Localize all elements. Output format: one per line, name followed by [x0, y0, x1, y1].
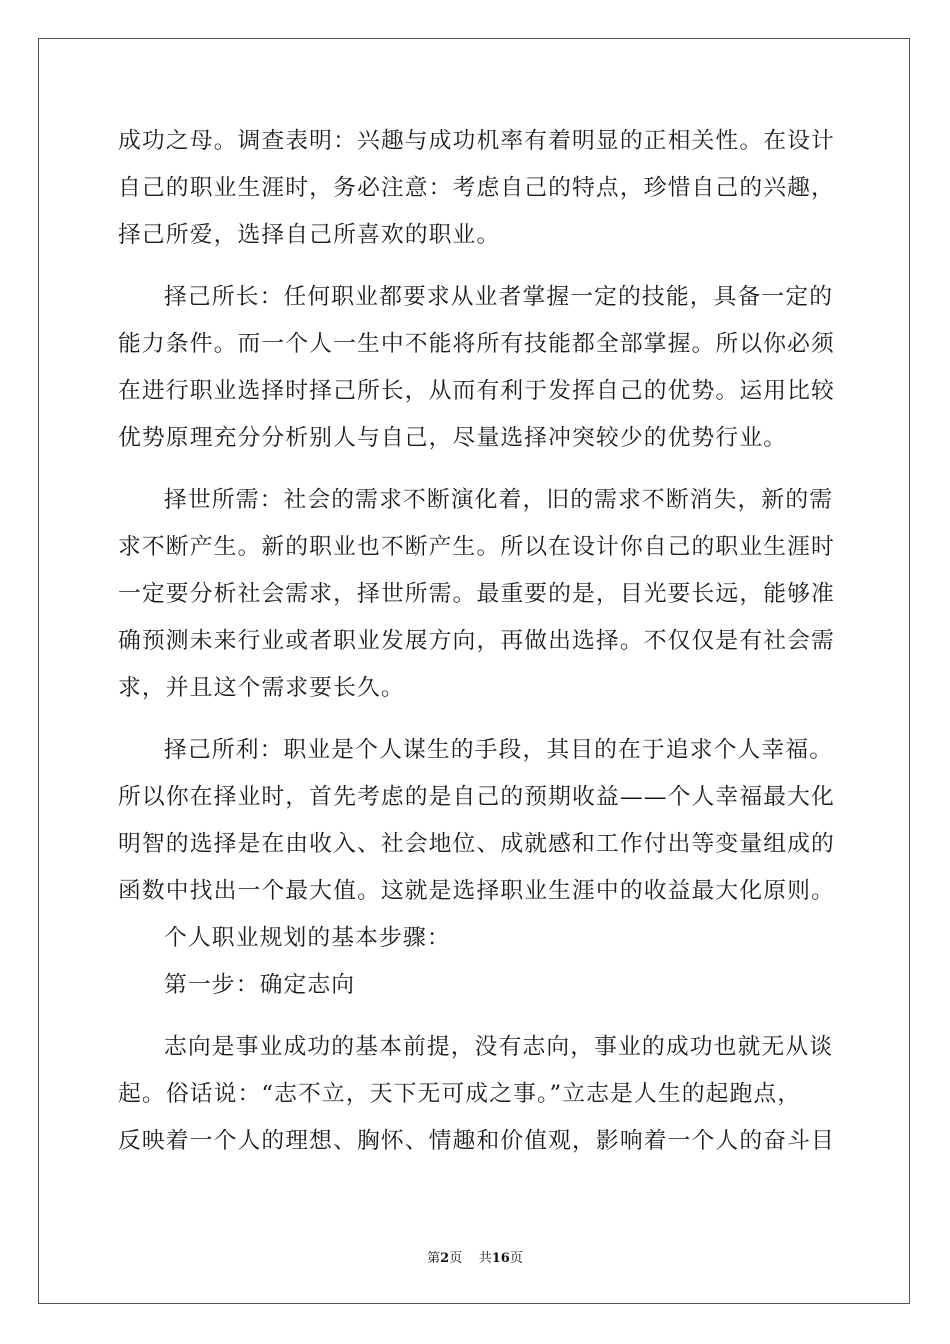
total-suffix: 页 — [509, 1251, 523, 1266]
paragraph-start-line: 志向是事业成功的基本前提，没有志向，事业的成功也就无从谈 — [164, 1034, 834, 1060]
total-pages: 16 — [491, 1251, 510, 1266]
page-number: 2 — [440, 1251, 450, 1266]
paragraph-start-line: 择己所长：任何职业都要求从业者掌握一定的技能，具备一定的 — [164, 284, 834, 310]
text-line: 成功之母。调查表明：兴趣与成功机率有着明显的正相关性。在设计 — [118, 128, 835, 154]
text-line: 一定要分析社会需求，择世所需。最重要的是，目光要长远，能够准 — [118, 581, 835, 607]
text-line: 所以你在择业时，首先考虑的是自己的预期收益——个人幸福最大化 — [118, 784, 835, 810]
paragraph-start-line: 择己所利：职业是个人谋生的手段，其目的在于追求个人幸福。 — [164, 737, 834, 763]
page-suffix: 页 — [449, 1251, 463, 1266]
text-line: 优势原理充分分析别人与自己，尽量选择冲突较少的优势行业。 — [118, 425, 788, 451]
total-prefix: 共 — [478, 1251, 492, 1266]
text-line: 自己的职业生涯时，务必注意：考虑自己的特点，珍惜自己的兴趣， — [118, 175, 835, 201]
section-heading: 个人职业规划的基本步骤： — [164, 925, 451, 951]
text-line: 求，并且这个需求要长久。 — [118, 675, 405, 701]
step-heading: 第一步：确定志向 — [164, 972, 356, 998]
text-line: 起。俗话说：“志不立，天下无可成之事。”立志是人生的起跑点， — [118, 1081, 802, 1107]
text-line: 求不断产生。新的职业也不断产生。所以在设计你自己的职业生涯时 — [118, 534, 835, 560]
page-prefix: 第 — [427, 1251, 441, 1266]
text-line: 在进行职业选择时择己所长，从而有利于发挥自己的优势。运用比较 — [118, 378, 835, 404]
page-footer — [0, 1247, 950, 1266]
text-line: 择己所爱，选择自己所喜欢的职业。 — [118, 222, 501, 248]
text-line: 函数中找出一个最大值。这就是选择职业生涯中的收益最大化原则。 — [118, 878, 835, 904]
text-line: 反映着一个人的理想、胸怀、情趣和价值观，影响着一个人的奋斗目 — [118, 1128, 835, 1154]
paragraph-start-line: 择世所需：社会的需求不断演化着，旧的需求不断消失，新的需 — [164, 487, 834, 513]
text-line: 确预测未来行业或者职业发展方向，再做出选择。不仅仅是有社会需 — [118, 628, 835, 654]
text-line: 能力条件。而一个人一生中不能将所有技能都全部掌握。所以你必须 — [118, 331, 835, 357]
text-line: 明智的选择是在由收入、社会地位、成就感和工作付出等变量组成的 — [118, 831, 835, 857]
